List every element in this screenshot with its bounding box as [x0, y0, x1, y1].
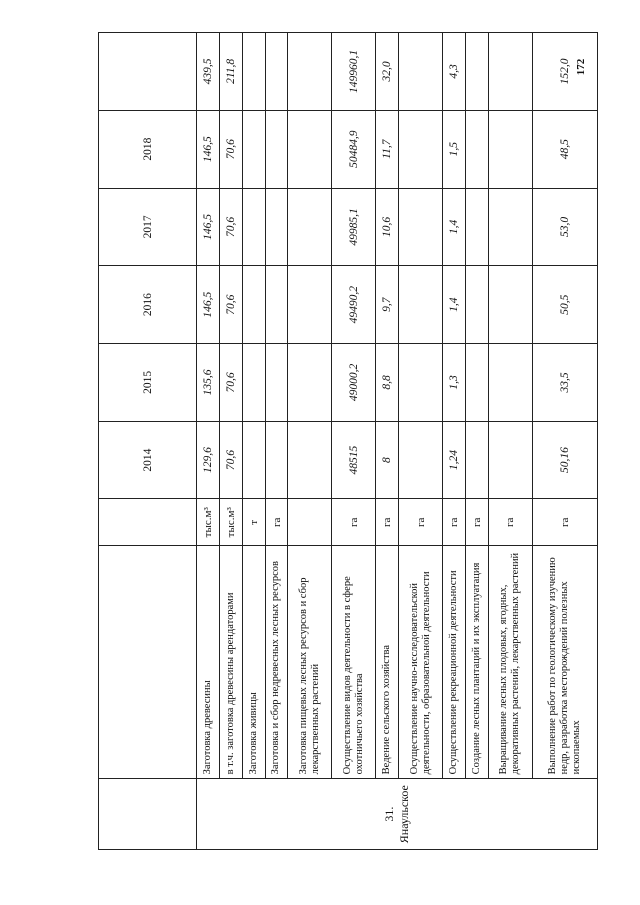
year-value-cell: 9,7: [376, 266, 399, 344]
total-value-cell: 149960,1: [332, 33, 376, 111]
year-value-cell: [488, 266, 532, 344]
header-year-2018: 2018: [99, 110, 197, 188]
header-total-cell: [99, 33, 197, 111]
year-value-cell: [466, 110, 489, 188]
year-value-cell: [488, 421, 532, 499]
year-value-cell: 49490,2: [332, 266, 376, 344]
table-row: [265, 33, 288, 850]
year-value-cell: [242, 421, 265, 499]
year-value-cell: 53,0: [532, 188, 597, 266]
header-activity-cell: [99, 546, 197, 779]
unit-cell: тыс.м³: [219, 499, 242, 546]
year-value-cell: 129,6: [197, 421, 220, 499]
year-value-cell: [288, 110, 332, 188]
year-value-cell: [399, 188, 443, 266]
page-number: 172: [575, 58, 587, 76]
unit-cell: тыс.м³: [197, 499, 220, 546]
year-value-cell: [488, 344, 532, 422]
year-value-cell: [399, 344, 443, 422]
activity-cell: Создание лесных плантаций и их эксплуатация: [466, 546, 489, 779]
year-value-cell: [242, 344, 265, 422]
year-value-cell: [466, 421, 489, 499]
activity-cell: Заготовка пищевых лесных ресурсов и сбор лекарственных растений: [288, 546, 332, 779]
total-value-cell: [265, 33, 288, 111]
year-value-cell: 48,5: [532, 110, 597, 188]
year-value-cell: [242, 266, 265, 344]
year-value-cell: 8,8: [376, 344, 399, 422]
total-value-cell: [488, 33, 532, 111]
year-value-cell: 146,5: [197, 110, 220, 188]
table-row: [288, 33, 332, 850]
header-year-2014: 2014: [99, 421, 197, 499]
table-row: [488, 33, 532, 850]
activity-cell: Осуществление научно-исследовательской деятельности, образовательной деятельности: [399, 546, 443, 779]
table-row: [532, 33, 597, 850]
table-row: [466, 33, 489, 850]
total-value-cell: 152,0: [532, 33, 597, 111]
unit-cell: т: [242, 499, 265, 546]
year-value-cell: [265, 110, 288, 188]
activity-cell: в т.ч. заготовка древесины арендаторами: [219, 546, 242, 779]
unit-cell: га: [466, 499, 489, 546]
year-value-cell: 70,6: [219, 110, 242, 188]
header-year-2015: 2015: [99, 344, 197, 422]
year-value-cell: 1,3: [443, 344, 466, 422]
total-value-cell: 4,3: [443, 33, 466, 111]
year-value-cell: 10,6: [376, 188, 399, 266]
year-value-cell: 1,5: [443, 110, 466, 188]
year-value-cell: [288, 344, 332, 422]
table-row: [197, 33, 220, 850]
header-year-2017: 2017: [99, 188, 197, 266]
total-value-cell: [288, 33, 332, 111]
year-value-cell: [399, 110, 443, 188]
activity-cell: Заготовка и сбор недревесных лесных ресурсов: [265, 546, 288, 779]
year-value-cell: [466, 266, 489, 344]
year-value-cell: 50,16: [532, 421, 597, 499]
total-value-cell: [466, 33, 489, 111]
table-row: [443, 33, 466, 850]
total-value-cell: [399, 33, 443, 111]
year-value-cell: [265, 188, 288, 266]
year-value-cell: [265, 344, 288, 422]
total-value-cell: 32,0: [376, 33, 399, 111]
year-value-cell: 135,6: [197, 344, 220, 422]
year-value-cell: 50,5: [532, 266, 597, 344]
year-value-cell: 11,7: [376, 110, 399, 188]
total-value-cell: 439,5: [197, 33, 220, 111]
table-row: [399, 33, 443, 850]
table-row: [242, 33, 265, 850]
year-value-cell: 33,5: [532, 344, 597, 422]
unit-cell: га: [443, 499, 466, 546]
year-value-cell: 48515: [332, 421, 376, 499]
unit-cell: га: [532, 499, 597, 546]
year-value-cell: [488, 188, 532, 266]
unit-cell: га: [332, 499, 376, 546]
year-value-cell: [466, 344, 489, 422]
table-body: [99, 33, 598, 850]
forest-use-table: [98, 32, 598, 850]
activity-cell: Заготовка живицы: [242, 546, 265, 779]
year-value-cell: 1,24: [443, 421, 466, 499]
year-value-cell: [265, 266, 288, 344]
header-location-cell: [99, 779, 197, 850]
year-value-cell: 70,6: [219, 188, 242, 266]
year-value-cell: [288, 188, 332, 266]
year-value-cell: [399, 421, 443, 499]
activity-cell: Заготовка древесины: [197, 546, 220, 779]
table-row: [332, 33, 376, 850]
location-cell: 31. Янаульское: [197, 779, 598, 850]
unit-cell: га: [399, 499, 443, 546]
table-row: [376, 33, 399, 850]
unit-cell: га: [376, 499, 399, 546]
unit-cell: [288, 499, 332, 546]
year-value-cell: 146,5: [197, 266, 220, 344]
year-value-cell: [242, 188, 265, 266]
year-value-cell: [242, 110, 265, 188]
header-unit-cell: [99, 499, 197, 546]
total-value-cell: [242, 33, 265, 111]
activity-cell: Выращивание лесных плодовых, ягодных, декоративных растений, лекарственных растений: [488, 546, 532, 779]
year-value-cell: [466, 188, 489, 266]
year-value-cell: 70,6: [219, 344, 242, 422]
table-row: [219, 33, 242, 850]
year-value-cell: 1,4: [443, 266, 466, 344]
year-value-cell: 1,4: [443, 188, 466, 266]
year-value-cell: 70,6: [219, 421, 242, 499]
year-value-cell: 49985,1: [332, 188, 376, 266]
year-value-cell: [288, 266, 332, 344]
header-row: [99, 33, 197, 850]
year-value-cell: 146,5: [197, 188, 220, 266]
header-year-2016: 2016: [99, 266, 197, 344]
year-value-cell: 50484,9: [332, 110, 376, 188]
total-value-cell: 211,8: [219, 33, 242, 111]
year-value-cell: 49000,2: [332, 344, 376, 422]
year-value-cell: [265, 421, 288, 499]
year-value-cell: [399, 266, 443, 344]
year-value-cell: [288, 421, 332, 499]
year-value-cell: 8: [376, 421, 399, 499]
activity-cell: Ведение сельского хозяйства: [376, 546, 399, 779]
year-value-cell: [488, 110, 532, 188]
year-value-cell: 70,6: [219, 266, 242, 344]
activity-cell: Выполнение работ по геологическому изучению недр, разработка месторождений полезных ископаемых: [532, 546, 597, 779]
rotated-table-container: [98, 32, 598, 850]
activity-cell: Осуществление видов деятельности в сфере охотничьего хозяйства: [332, 546, 376, 779]
unit-cell: га: [265, 499, 288, 546]
unit-cell: га: [488, 499, 532, 546]
activity-cell: Осуществление рекреационной деятельности: [443, 546, 466, 779]
